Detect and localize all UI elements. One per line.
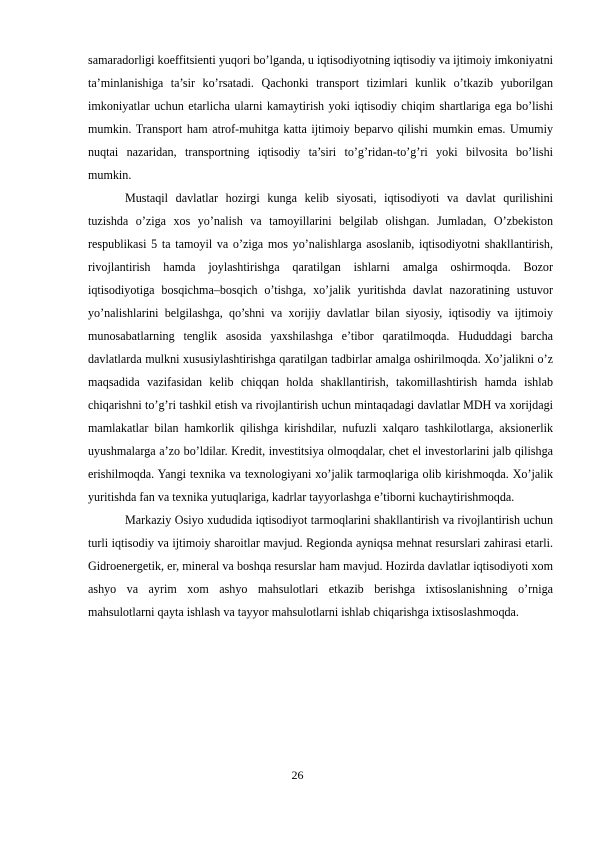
paragraph-3: Markaziy Osiyo xududida iqtisodiyot tarmoqlarini shakllantirish va rivojlantirish uchun turli iqtisodiy va ijtimoiy sharoitlar mavjud. Regionda ayniqsa mehnat resurslari zahirasi etarli. Gidroenergetik, er, mineral va boshqa resurslar ham mavjud. Hozirda davlatlar iqtisodiyoti xom ashyo va ayrim xom ashyo mahsulotlari etkazib berishga ixtisoslanishning o’rniga mahsulotlarni qayta ishlash va tayyor mahsulotlarni ishlab chiqarishga ixtisoslashmoqda.: [88, 513, 553, 619]
body-text: [88, 49, 553, 624]
paragraph-2: Mustaqil davlatlar hozirgi kunga kelib siyosati, iqtisodiyoti va davlat qurilishini tuzishda o’ziga xos yo’nalish va tamoyillarini belgilab olishgan. Jumladan, O’zbekiston respublikasi 5 ta tamoyil va o’ziga mos yo’nalishlarga asoslanib, iqtisodiyotni shakllantirish, rivojlantirish hamda joylashtirishga qaratilgan ishlarni amalga oshirmoqda. Bozor iqtisodiyotiga bosqichma–bosqich o’tishga, xo’jalik yuritishda davlat nazoratining ustuvor yo’nalishlarini belgilashga, qo’shni va xorijiy davlatlar bilan siyosiy, iqtisodiy va ijtimoiy munosabatlarning tenglik asosida yaxshilashga e’tibor qaratilmoqda. Hududdagi barcha davlatlarda mulkni xususiylashtirishga qaratilgan tadbirlar amalga oshirilmoqda. Xo’jalikni o’z maqsadida vazifasidan kelib chiqqan holda shakllantirish, takomillashtirish hamda ishlab chiqarishni to’g’ri tashkil etish va rivojlantirish uchun mintaqadagi davlatlar MDH va xorijdagi mamlakatlar bilan hamkorlik qilishga kirishdilar, nufuzli xalqaro tashkilotlarga, aksionerlik uyushmalarga a’zo bo’ldilar. Kredit, investitsiya olmoqdalar, chet el investorlarini jalb qilishga erishilmoqda. Yangi texnika va texnologiyani xo’jalik tarmoqlariga olib kirishmoqda. Xo’jalik yuritishda fan va texnika yutuqlariga, kadrlar tayyorlashga e’tiborni kuchaytirishmoqda.: [88, 191, 553, 504]
page-number: 26: [291, 768, 304, 782]
paragraph-1: samaradorligi koeffitsienti yuqori bo’lganda, u iqtisodiyotning iqtisodiy va ijtimoiy imkoniyatni ta’minlanishiga ta’sir ko’rsatadi. Qachonki transport tizimlari kunlik o’tkazib yuborilgan imkoniyatlar uchun etarlicha ularni kamaytirish yoki iqtisodiy chiqim shartlariga ega bo’lishi mumkin. Transport ham atrof-muhitga katta ijtimoiy beparvo qilishi mumkin emas. Umumiy nuqtai nazaridan, transportning iqtisodiy ta’siri to’g’ridan-to’g’ri yoki bilvosita bo’lishi mumkin.: [88, 53, 553, 182]
